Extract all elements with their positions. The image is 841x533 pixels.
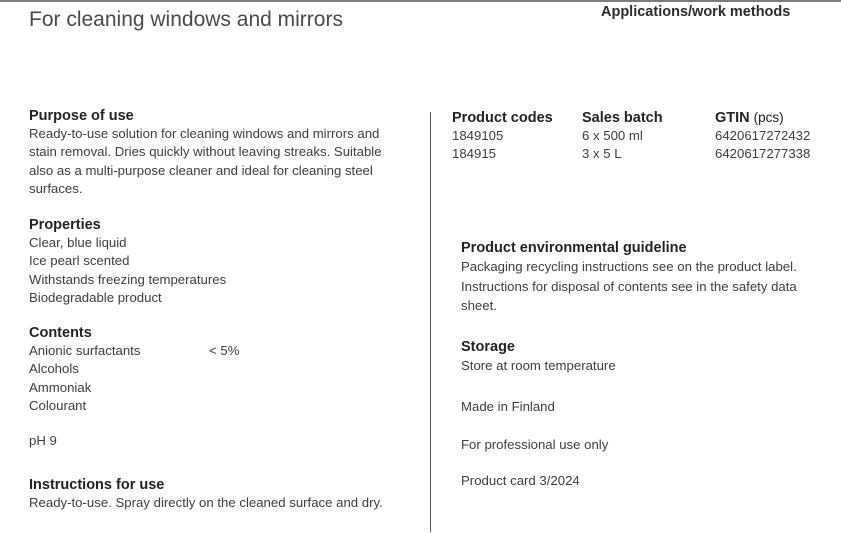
- gtin-header-unit: (pcs): [753, 110, 784, 125]
- purpose-line: surfaces.: [29, 180, 83, 196]
- column-divider: [430, 112, 431, 532]
- contents-row: [29, 379, 239, 397]
- purpose-line: stain removal. Dries quickly without leaving streaks. Suitable: [29, 144, 382, 160]
- environment-heading: Product environmental guideline: [461, 240, 687, 256]
- ingredient-name: Alcohols: [29, 361, 79, 377]
- product-card-version: Product card 3/2024: [461, 473, 580, 488]
- instructions-heading: Instructions for use: [29, 477, 165, 493]
- gtin-column: [715, 109, 810, 164]
- ingredient-name: Ammoniak: [29, 379, 92, 395]
- gtin-header: [715, 109, 810, 127]
- environment-line: Packaging recycling instructions see on the product label.: [461, 259, 797, 275]
- environment-section: [461, 239, 831, 316]
- storage-heading: Storage: [461, 339, 515, 355]
- purpose-line: Ready-to-use solution for cleaning windows and mirrors and: [29, 126, 380, 142]
- ingredient-amount: < 5%: [209, 343, 240, 359]
- environment-line: sheet.: [461, 298, 497, 314]
- ph-value: pH 9: [29, 433, 57, 448]
- contents-row: [29, 342, 239, 360]
- made-in-text: Made in Finland: [461, 399, 555, 414]
- sales-batch-cell: 3 x 5 L: [582, 146, 622, 162]
- product-codes-header: Product codes: [452, 110, 553, 126]
- property-item: Withstands freezing temperatures: [29, 271, 227, 287]
- page-title: For cleaning windows and mirrors: [29, 8, 343, 31]
- properties-heading: Properties: [29, 217, 101, 233]
- ingredient-name: Anionic surfactants: [29, 343, 141, 359]
- property-item: Biodegradable product: [29, 289, 162, 305]
- property-item: Ice pearl scented: [29, 253, 130, 269]
- purpose-heading: Purpose of use: [29, 108, 134, 124]
- sales-batch-cell: 6 x 500 ml: [582, 128, 643, 144]
- section-header-applications: Applications/work methods: [601, 4, 791, 20]
- top-divider: [0, 0, 841, 2]
- sales-batch-header: Sales batch: [582, 110, 663, 126]
- product-code-column: [452, 109, 553, 164]
- gtin-cell: 6420617272432: [715, 128, 811, 144]
- contents-heading: Contents: [29, 325, 92, 341]
- property-item: Clear, blue liquid: [29, 235, 127, 251]
- contents-row: [29, 360, 239, 378]
- instructions-text: Ready-to-use. Spray directly on the cleaned surface and dry.: [29, 495, 383, 511]
- instructions-section: [29, 476, 383, 512]
- ingredient-name: Colourant: [29, 397, 87, 413]
- product-code-cell: 1849105: [452, 128, 504, 144]
- professional-use-text: For professional use only: [461, 437, 609, 452]
- product-code-cell: 184915: [452, 146, 497, 162]
- gtin-cell: 6420617277338: [715, 146, 811, 162]
- purpose-line: also as a multi-purpose cleaner and ideal for cleaning steel: [29, 162, 373, 178]
- purpose-section: [29, 107, 419, 198]
- contents-section: [29, 324, 239, 415]
- environment-line: Instructions for disposal of contents see in the safety data: [461, 278, 797, 294]
- contents-row: [29, 397, 239, 415]
- gtin-header-label: GTIN: [715, 110, 750, 126]
- storage-text: Store at room temperature: [461, 358, 616, 374]
- sales-batch-column: [582, 109, 663, 164]
- properties-section: [29, 216, 226, 307]
- storage-section: [461, 338, 616, 376]
